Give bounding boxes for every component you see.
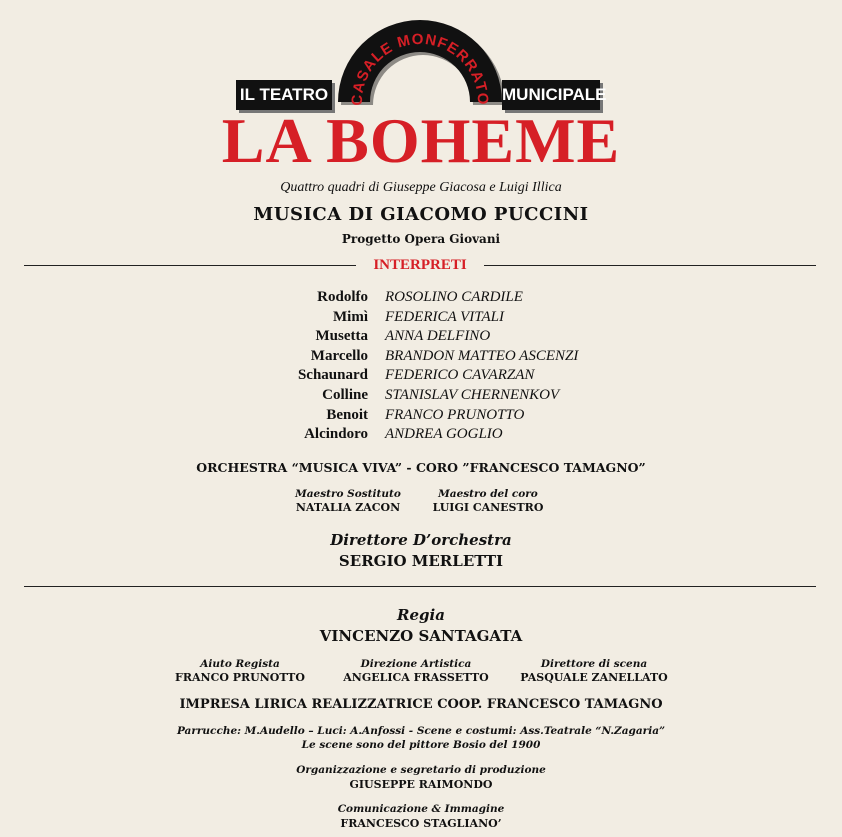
staff-name: FRANCO PRUNOTTO <box>175 671 305 684</box>
comunicazione-name: FRANCESCO STAGLIANO’ <box>340 817 502 830</box>
divider-bottom <box>24 586 816 587</box>
role-name: Marcello <box>310 347 368 364</box>
singer-name: ROSOLINO CARDILE <box>385 289 523 305</box>
staff-name: ANGELICA FRASSETTO <box>343 671 489 684</box>
impresa-line: IMPRESA LIRICA REALIZZATRICE COOP. FRANCESCO TAMAGNO <box>179 697 663 712</box>
organizzazione-name: GIUSEPPE RAIMONDO <box>349 778 493 791</box>
interpreti-heading: INTERPRETI <box>356 256 484 274</box>
logo-right-label: MUNICIPALE <box>502 80 600 110</box>
organizzazione-label: Organizzazione e segretario di produzione <box>296 764 546 776</box>
librettists-subtitle: Quattro quadri di Giuseppe Giacosa e Luigi Illica <box>280 180 562 195</box>
staff-label: Aiuto Regista <box>200 658 280 670</box>
staff-label: Direttore di scena <box>540 658 648 670</box>
role-name: Benoit <box>326 406 368 423</box>
cast-row <box>200 386 700 406</box>
regia-label: Regia <box>397 606 445 624</box>
cast-row <box>200 406 700 426</box>
staff-label: Direzione Artistica <box>360 658 472 670</box>
conductor-label: Direttore D’orchestra <box>330 531 512 549</box>
composer-line: MUSICA DI GIACOMO PUCCINI <box>253 204 589 225</box>
singer-name: BRANDON MATTEO ASCENZI <box>385 347 579 364</box>
cast-row <box>200 288 700 308</box>
singer-name: ANNA DELFINO <box>385 328 491 345</box>
staff-label: Maestro del coro <box>438 488 538 500</box>
conductor-name: SERGIO MERLETTI <box>338 552 504 570</box>
project-line: Progetto Opera Giovani <box>341 232 501 246</box>
staff-name: NATALIA ZACON <box>295 501 401 514</box>
credits-line: Parrucche: M.Audello – Luci: A.Anfossi - Scene e costumi: Ass.Teatrale “N.Zagaria” <box>176 725 666 737</box>
logo-arch-text: CASALE MONFERRATO <box>348 30 492 106</box>
singer-name: FEDERICO CAVARZAN <box>385 367 535 384</box>
cast-list <box>200 288 700 445</box>
credits-line: Le scene sono del pittore Bosio del 1900 <box>301 739 541 751</box>
role-name: Alcindoro <box>304 426 368 443</box>
cast-row <box>200 347 700 367</box>
staff-name: PASQUALE ZANELLATO <box>520 671 668 684</box>
orchestra-line: ORCHESTRA “MUSICA VIVA” - CORO ”FRANCESCO TAMAGNO” <box>196 460 646 475</box>
singer-name: FRANCO PRUNOTTO <box>385 406 525 423</box>
singer-name: ANDREA GOGLIO <box>385 426 503 443</box>
role-name: Mimì <box>333 308 368 325</box>
role-name: Musetta <box>315 328 368 345</box>
opera-title: LA BOHEME <box>221 105 621 176</box>
cast-row <box>200 327 700 347</box>
theatre-logo <box>234 18 607 106</box>
role-name: Colline <box>322 386 368 403</box>
cast-row <box>200 425 700 445</box>
comunicazione-label: Comunicazione & Immagine <box>337 803 505 815</box>
cast-row <box>200 308 700 328</box>
singer-name: STANISLAV CHERNENKOV <box>385 386 560 403</box>
staff-name: LUIGI CANESTRO <box>432 501 544 514</box>
cast-row <box>200 366 700 386</box>
logo-left-label: IL TEATRO <box>236 80 332 110</box>
regia-name: VINCENZO SANTAGATA <box>319 627 523 645</box>
staff-label: Maestro Sostituto <box>295 488 401 500</box>
singer-name: FEDERICA VITALI <box>385 308 505 325</box>
role-name: Schaunard <box>297 367 368 384</box>
role-name: Rodolfo <box>317 289 368 305</box>
